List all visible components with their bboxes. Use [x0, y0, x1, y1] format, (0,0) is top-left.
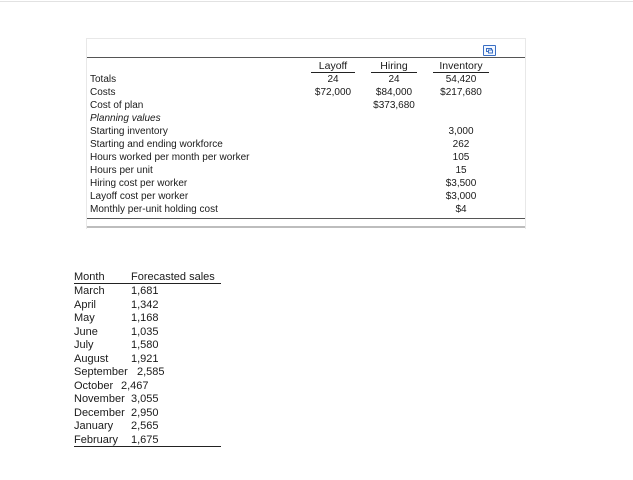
row-label-hours-per-worker: Hours worked per month per worker [90, 152, 250, 163]
column-header-inventory: Inventory [439, 60, 483, 72]
month-cell: April [74, 298, 97, 311]
table-top-rule [87, 57, 525, 58]
sales-cell: 1,035 [131, 325, 159, 338]
holding-cost-value: $4 [455, 204, 467, 215]
costs-layoff: $72,000 [314, 87, 352, 98]
sales-cell: 1,681 [131, 285, 159, 297]
sales-cell: 2,950 [131, 406, 159, 419]
sales-cell: 1,580 [131, 339, 159, 351]
workforce-value: 262 [452, 139, 470, 150]
costs-inventory: $217,680 [440, 87, 482, 98]
month-cell: September [74, 366, 128, 378]
sales-cell: 2,565 [131, 420, 159, 432]
sales-cell: 1,342 [131, 298, 159, 311]
month-cell: July [74, 339, 94, 351]
row-label-hours-per-unit: Hours per unit [90, 165, 153, 176]
hiring-cost-value: $3,500 [445, 178, 477, 189]
header-underline-hiring [371, 72, 417, 73]
month-cell: December [74, 406, 125, 419]
column-header-layoff: Layoff [318, 60, 348, 72]
row-label-hiring-cost: Hiring cost per worker [90, 178, 188, 189]
month-cell: August [74, 352, 109, 365]
header-underline-layoff [311, 72, 355, 73]
totals-layoff: 24 [327, 74, 339, 85]
month-cell: February [74, 433, 119, 446]
totals-hiring: 24 [388, 74, 400, 85]
row-label-starting-inventory: Starting inventory [90, 126, 168, 137]
header-month: Month [74, 271, 105, 283]
sales-cell: 1,168 [131, 312, 159, 324]
row-label-costs: Costs [90, 87, 116, 98]
totals-inventory: 54,420 [445, 74, 477, 85]
cost-of-plan-value: $373,680 [373, 100, 415, 111]
copy-glyph [485, 47, 494, 54]
top-divider [0, 1, 633, 2]
month-cell: May [74, 312, 95, 324]
sales-cell: 1,675 [131, 433, 159, 446]
row-label-workforce: Starting and ending workforce [90, 139, 223, 150]
month-cell: June [74, 325, 98, 338]
header-underline-inventory [433, 72, 489, 73]
sales-cell: 2,467 [121, 379, 149, 392]
hours-per-worker-value: 105 [452, 152, 470, 163]
row-label-totals: Totals [90, 74, 117, 85]
costs-hiring: $84,000 [375, 87, 413, 98]
starting-inventory-value: 3,000 [448, 126, 474, 137]
section-planning-values: Planning values [90, 113, 161, 124]
month-cell: November [74, 393, 125, 405]
row-label-layoff-cost: Layoff cost per worker [90, 191, 189, 202]
forecasted-sales-table [74, 271, 222, 449]
row-label-holding-cost: Monthly per-unit holding cost [90, 204, 218, 215]
table-end-rule [87, 218, 525, 219]
header-underline [74, 283, 221, 284]
aggregate-plan-table [86, 38, 526, 229]
sales-cell: 1,921 [131, 352, 159, 365]
month-cell: January [74, 420, 114, 432]
header-forecasted-sales: Forecasted sales [131, 271, 215, 283]
table-bottom-border [87, 226, 525, 228]
table-bottom-rule [74, 446, 221, 447]
layoff-cost-value: $3,000 [445, 191, 477, 202]
copy-icon[interactable] [483, 45, 496, 56]
sales-cell: 2,585 [137, 366, 165, 378]
column-header-hiring: Hiring [380, 60, 408, 72]
month-cell: March [74, 285, 105, 297]
hours-per-unit-value: 15 [455, 165, 467, 176]
row-label-cost-of-plan: Cost of plan [90, 100, 144, 111]
month-cell: October [74, 379, 114, 392]
sales-cell: 3,055 [131, 393, 159, 405]
